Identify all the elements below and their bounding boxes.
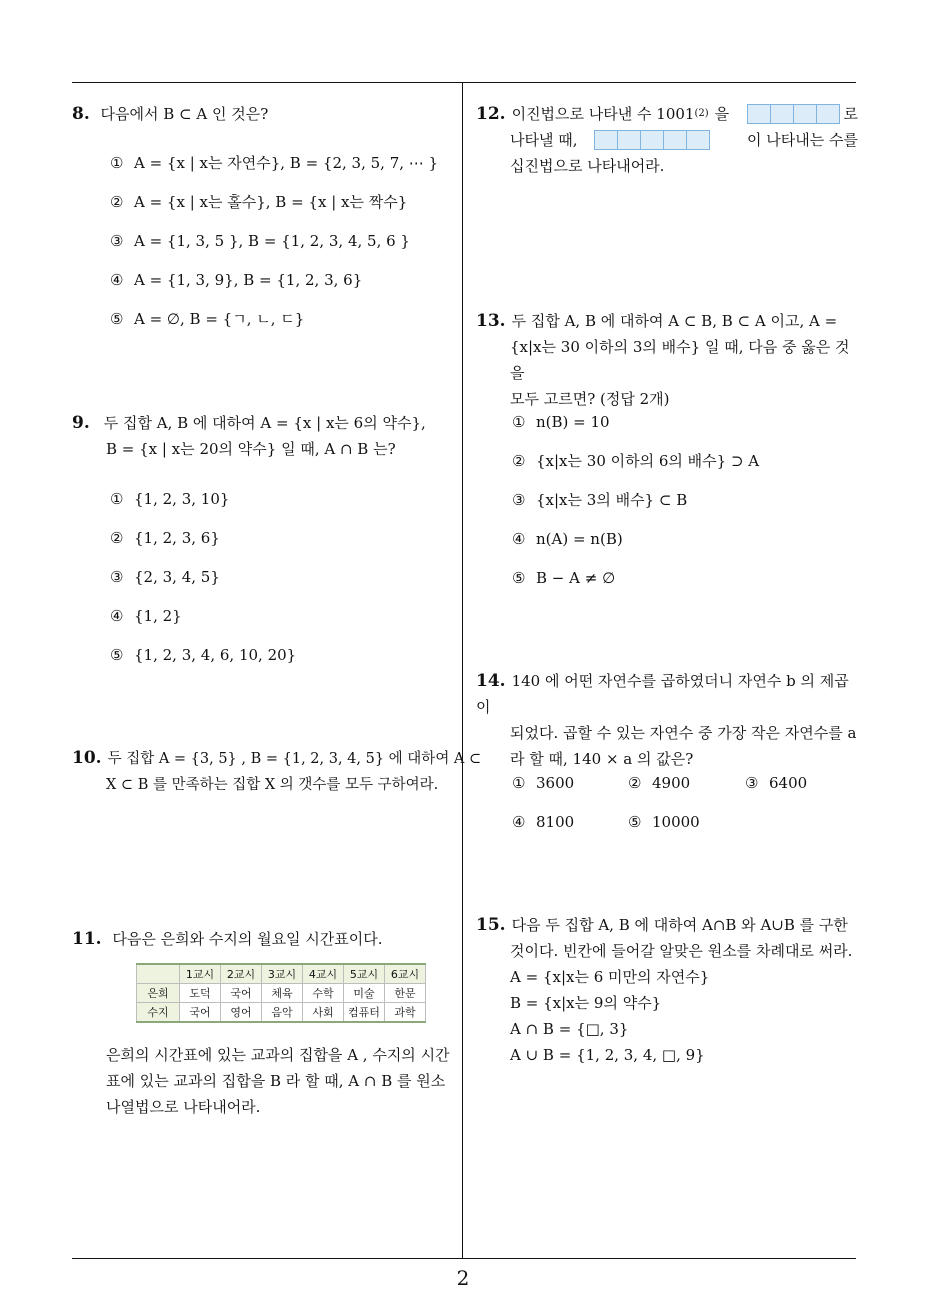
table-header-row [137, 964, 426, 984]
question-text: 십진법으로 나타내어라. [510, 157, 665, 175]
question-number: 14. [476, 671, 506, 691]
answer-boxes-5[interactable] [594, 130, 709, 150]
question-text: 이진법으로 나타낸 수 1001 [511, 105, 695, 123]
q13-option-5[interactable]: ⑤ B − A ≠ ∅ [512, 569, 616, 587]
bottom-rule [72, 1258, 856, 1259]
question-text-line2: B = {x | x는 20의 약수} 일 때, A ∩ B 는? [106, 440, 396, 458]
table-cell: 수지 [137, 1003, 180, 1023]
q9-option-2[interactable]: ② {1, 2, 3, 6} [110, 529, 220, 547]
base-subscript: (2) [694, 108, 709, 119]
question-text-line: 표에 있는 교과의 집합을 B 라 할 때, A ∩ B 를 원소 [106, 1072, 446, 1090]
page-number: 2 [456, 1266, 470, 1290]
table-cell: 국어 [221, 984, 262, 1003]
question-15 [476, 912, 858, 1068]
question-number: 9. [72, 413, 90, 433]
question-11-body [106, 1042, 450, 1120]
intersection-expression: A ∩ B = {□, 3} [510, 1020, 629, 1038]
table-cell: 국어 [180, 1003, 221, 1023]
question-text-line2: {x|x는 30 이하의 3의 배수} 일 때, 다음 중 옳은 것을 [510, 338, 850, 382]
question-text-line1: 두 집합 A, B 에 대하여 A = {x | x는 6의 약수}, [103, 414, 426, 432]
question-8 [72, 101, 268, 127]
question-text: 이 나타내는 수를 [747, 131, 858, 149]
table-cell: 미술 [344, 984, 385, 1003]
q9-option-3[interactable]: ③ {2, 3, 4, 5} [110, 568, 220, 586]
question-text: 나타낼 때, [510, 131, 578, 149]
table-cell: 은희 [137, 984, 180, 1003]
question-number: 10. [72, 748, 102, 768]
table-header: 1교시 [180, 964, 221, 984]
q8-option-2[interactable]: ② A = {x | x는 홀수}, B = {x | x는 짝수} [110, 193, 408, 211]
top-rule [72, 82, 856, 83]
table-row [137, 984, 426, 1003]
q9-option-5[interactable]: ⑤ {1, 2, 3, 4, 6, 10, 20} [110, 646, 297, 664]
question-11 [72, 926, 383, 952]
q13-option-2[interactable]: ② {x|x는 30 이하의 6의 배수} ⊃ A [512, 452, 760, 470]
answer-boxes-4[interactable] [747, 104, 839, 124]
question-text: 을 [714, 105, 730, 123]
question-text-line2: 되었다. 곱할 수 있는 자연수 중 가장 작은 자연수를 a [510, 724, 857, 742]
table-cell: 음악 [262, 1003, 303, 1023]
question-text-line1: 140 에 어떤 자연수를 곱하였더니 자연수 b 의 제곱이 [476, 672, 849, 716]
table-header: 5교시 [344, 964, 385, 984]
q14-option-2[interactable]: ② 4900 [628, 774, 691, 792]
table-cell: 도덕 [180, 984, 221, 1003]
q14-option-5[interactable]: ⑤ 10000 [628, 813, 700, 831]
question-text: 로 [843, 105, 858, 123]
table-header [137, 964, 180, 984]
table-cell: 영어 [221, 1003, 262, 1023]
q14-option-1[interactable]: ① 3600 [512, 774, 575, 792]
q14-option-4[interactable]: ④ 8100 [512, 813, 575, 831]
table-header: 2교시 [221, 964, 262, 984]
q9-option-1[interactable]: ① {1, 2, 3, 10} [110, 490, 230, 508]
table-header: 3교시 [262, 964, 303, 984]
timetable [136, 963, 426, 1023]
table-header: 4교시 [303, 964, 344, 984]
question-13 [476, 308, 858, 412]
union-expression: A ∪ B = {1, 2, 3, 4, □, 9} [510, 1046, 705, 1064]
q14-option-3[interactable]: ③ 6400 [745, 774, 808, 792]
table-cell: 수학 [303, 984, 344, 1003]
question-number: 15. [476, 915, 506, 935]
q13-option-1[interactable]: ① n(B) = 10 [512, 413, 610, 431]
table-cell: 컴퓨터 [344, 1003, 385, 1023]
question-text: 다음은 은희와 수지의 월요일 시간표이다. [112, 930, 383, 948]
q8-option-5[interactable]: ⑤ A = ∅, B = {ㄱ, ㄴ, ㄷ} [110, 310, 305, 328]
question-number: 13. [476, 311, 506, 331]
question-text-line2: X ⊂ B 를 만족하는 집합 X 의 갯수를 모두 구하여라. [106, 777, 439, 793]
q8-option-4[interactable]: ④ A = {1, 3, 9}, B = {1, 2, 3, 6} [110, 271, 363, 289]
table-cell: 체육 [262, 984, 303, 1003]
table-cell: 한문 [385, 984, 426, 1003]
question-number: 12. [476, 104, 506, 124]
question-text-line: 나열법으로 나타내어라. [106, 1098, 261, 1116]
column-divider [462, 82, 463, 1259]
question-14 [476, 668, 858, 772]
question-9 [72, 410, 426, 462]
q8-option-3[interactable]: ③ A = {1, 3, 5 }, B = {1, 2, 3, 4, 5, 6 } [110, 232, 410, 250]
q9-option-4[interactable]: ④ {1, 2} [110, 607, 182, 625]
table-cell: 사회 [303, 1003, 344, 1023]
q8-option-1[interactable]: ① A = {x | x는 자연수}, B = {2, 3, 5, 7, ⋯ } [110, 154, 439, 172]
q13-option-4[interactable]: ④ n(A) = n(B) [512, 530, 623, 548]
set-a-definition: A = {x|x는 6 미만의 자연수} [510, 968, 710, 986]
table-row [137, 1003, 426, 1023]
question-text-line1: 두 집합 A = {3, 5} , B = {1, 2, 3, 4, 5} 에 대하여 A ⊂ [107, 751, 482, 767]
set-b-definition: B = {x|x는 9의 약수} [510, 994, 662, 1012]
table-header: 6교시 [385, 964, 426, 984]
question-text-line: 은희의 시간표에 있는 교과의 집합을 A , 수지의 시간 [106, 1046, 450, 1064]
table-cell: 과학 [385, 1003, 426, 1023]
question-text-line3: 모두 고르면? (정답 2개) [510, 390, 670, 408]
question-text-line3: 라 할 때, 140 × a 의 값은? [510, 750, 694, 768]
question-text-line1: 다음 두 집합 A, B 에 대하여 A∩B 와 A∪B 를 구한 [511, 916, 848, 934]
question-text-line2: 것이다. 빈칸에 들어갈 알맞은 원소를 차례대로 써라. [510, 942, 853, 960]
question-number: 11. [72, 929, 102, 949]
question-text-line1: 두 집합 A, B 에 대하여 A ⊂ B, B ⊂ A 이고, A = [511, 312, 838, 330]
question-text: 다음에서 B ⊂ A 인 것은? [100, 105, 269, 123]
q13-option-3[interactable]: ③ {x|x는 3의 배수} ⊂ B [512, 491, 688, 509]
question-10 [72, 745, 481, 798]
question-12 [476, 101, 858, 179]
question-number: 8. [72, 104, 90, 124]
